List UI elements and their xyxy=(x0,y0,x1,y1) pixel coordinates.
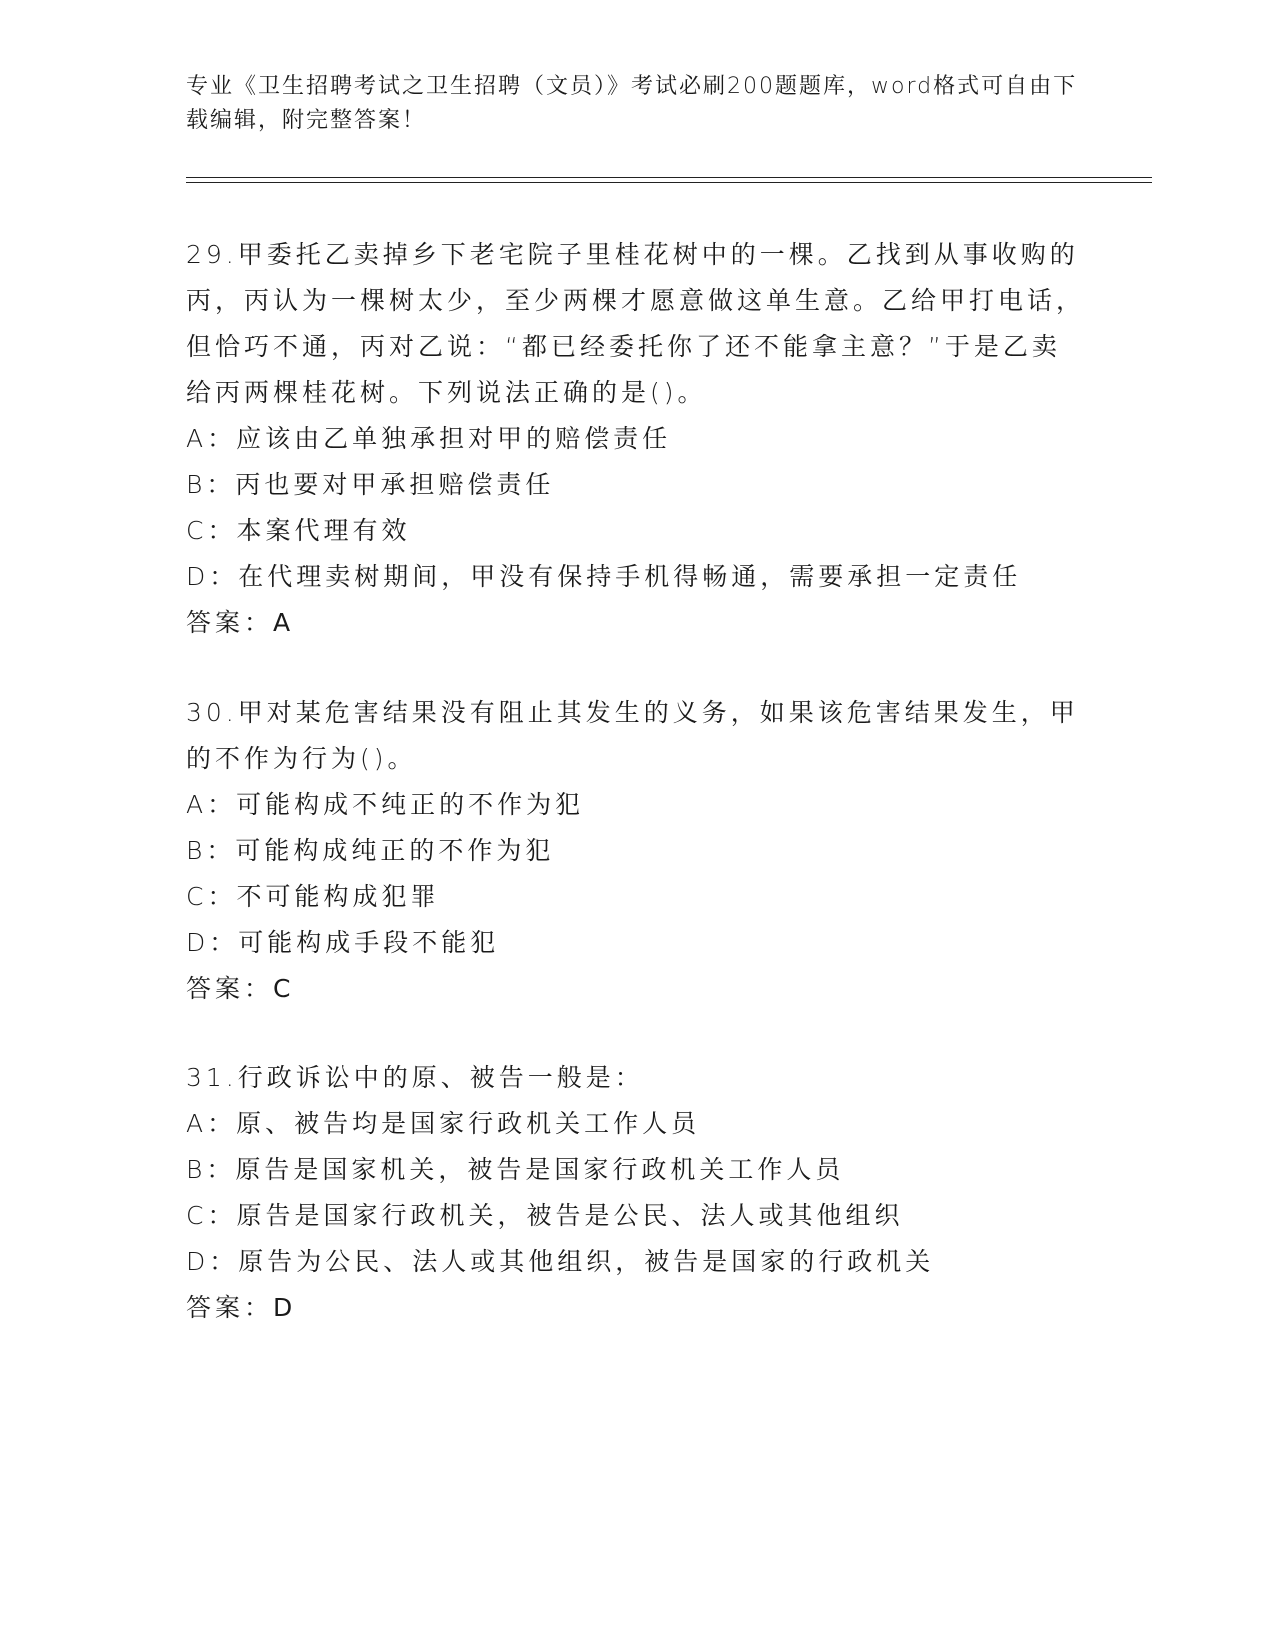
option-a: A：原、被告均是国家行政机关工作人员 xyxy=(186,1109,701,1138)
answer: 答案：A xyxy=(186,608,295,637)
header-divider-bottom xyxy=(186,182,1152,183)
header-divider-top xyxy=(186,177,1152,178)
option-c: C：不可能构成犯罪 xyxy=(186,882,440,911)
option-b: B：可能构成纯正的不作为犯 xyxy=(186,836,555,865)
question-30 xyxy=(186,690,1086,1012)
answer: 答案：C xyxy=(186,974,295,1003)
option-d: D：可能构成手段不能犯 xyxy=(186,928,500,957)
question-stem: 30.甲对某危害结果没有阻止其发生的义务，如果该危害结果发生，甲的不作为行为()。 xyxy=(186,698,1079,773)
question-stem: 29.甲委托乙卖掉乡下老宅院子里桂花树中的一棵。乙找到从事收购的丙，丙认为一棵树太少，至少两棵才愿意做这单生意。乙给甲打电话，但恰巧不通，丙对乙说：“都已经委托你了还不能拿主意？”于是乙卖给丙两棵桂花树。下列说法正确的是()。 xyxy=(186,240,1086,407)
option-d: D：在代理卖树期间，甲没有保持手机得畅通，需要承担一定责任 xyxy=(186,562,1022,591)
question-29 xyxy=(186,232,1086,646)
option-b: B：原告是国家机关，被告是国家行政机关工作人员 xyxy=(186,1155,845,1184)
question-31 xyxy=(186,1055,1086,1331)
question-stem: 31.行政诉讼中的原、被告一般是： xyxy=(186,1063,644,1092)
option-d: D：原告为公民、法人或其他组织，被告是国家的行政机关 xyxy=(186,1247,935,1276)
option-a: A：应该由乙单独承担对甲的赔偿责任 xyxy=(186,424,672,453)
option-a: A：可能构成不纯正的不作为犯 xyxy=(186,790,585,819)
answer: 答案：D xyxy=(186,1293,297,1322)
option-c: C：原告是国家行政机关，被告是公民、法人或其他组织 xyxy=(186,1201,904,1230)
option-b: B：丙也要对甲承担赔偿责任 xyxy=(186,470,555,499)
option-c: C：本案代理有效 xyxy=(186,516,411,545)
document-header: 专业《卫生招聘考试之卫生招聘（文员）》考试必刷200题题库，word格式可自由下载编辑，附完整答案！ xyxy=(186,74,1078,133)
